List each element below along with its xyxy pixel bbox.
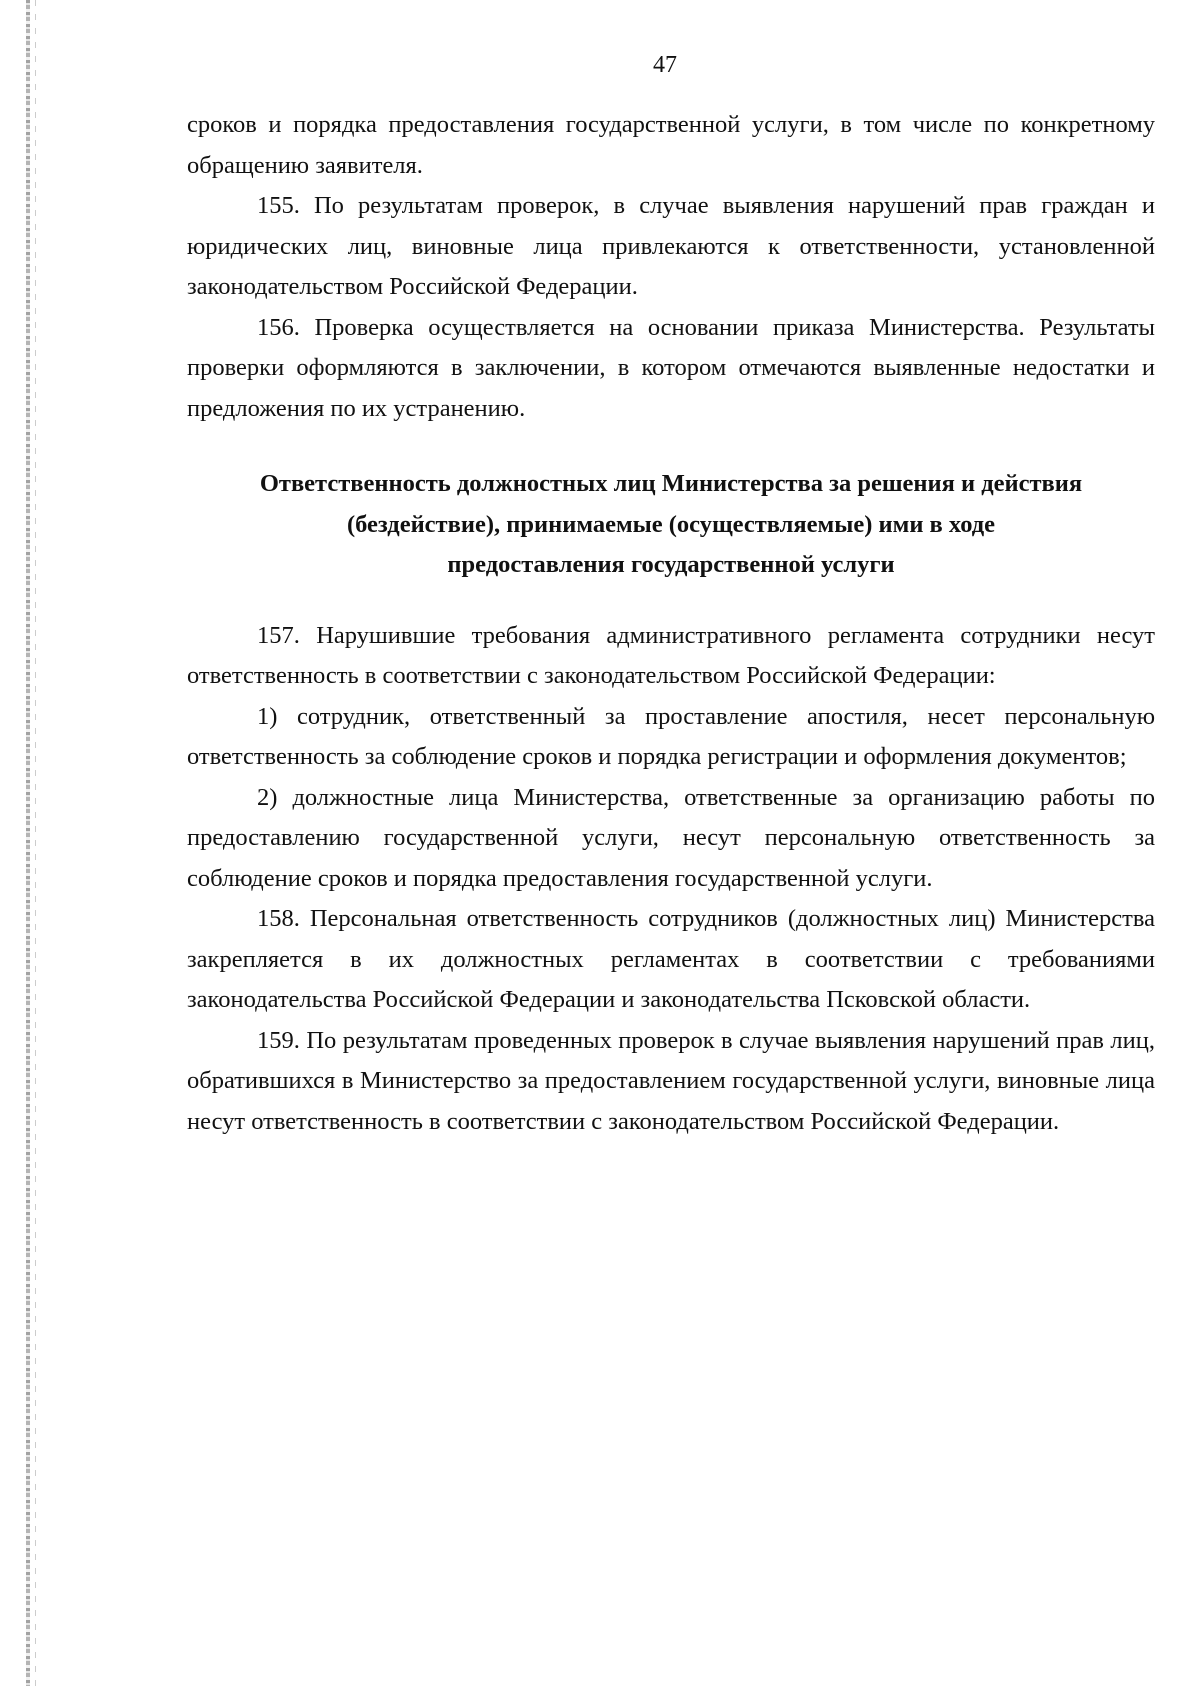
scan-left-edge (26, 0, 30, 1686)
paragraph-156: 156. Проверка осуществляется на основании приказа Министерства. Результаты проверки оформляются в заключении, в котором отмечаются выявленные недостатки и предложения по их устранению. (187, 313, 1155, 422)
list-item-1: 1) сотрудник, ответственный за проставление апостиля, несет персональную ответственность за соблюдение сроков и порядка регистрации и оформления документов; (187, 702, 1155, 770)
paragraph-155: 155. По результатам проверок, в случае выявления нарушений прав граждан и юридических лиц, виновные лица привлекаются к ответственности, установленной законодательством Российской Федерации. (187, 192, 1155, 300)
section-heading-line-1: Ответственность должностных лиц Министерства за решения и действия (259, 470, 1083, 497)
list-item-2: 2) должностные лица Министерства, ответственные за организацию работы по предоставлению государственной услуги, несут персональную ответственность за соблюдение сроков и порядка предоставления государственной услуги. (187, 783, 1155, 892)
section-heading (187, 464, 1155, 586)
paragraph-continuation: сроков и порядка предоставления государственной услуги, в том числе по конкретному обращению заявителя. (187, 111, 1155, 179)
section-heading-line-3: предоставления государственной услуги (447, 551, 895, 578)
page-number: 47 (653, 52, 677, 78)
section-heading-line-2: (бездействие), принимаемые (осуществляемые) ими в ходе (346, 510, 996, 538)
paragraph-157: 157. Нарушившие требования административного регламента сотрудники несут ответственность в соответствии с законодательством Российской Федерации: (187, 621, 1155, 689)
paragraph-159: 159. По результатам проведенных проверок в случае выявления нарушений прав лиц, обратившихся в Министерство за предоставлением государственной услуги, виновные лица несут ответственность в соответствии с законодательством Российской Федерации. (187, 1026, 1155, 1135)
scan-left-edge-secondary (35, 0, 36, 1686)
document-body (187, 105, 1155, 1142)
paragraph-158: 158. Персональная ответственность сотрудников (должностных лиц) Министерства закрепляется в их должностных регламентах в соответствии с требованиями законодательства Российской Федерации и законодательства Псковской области. (187, 905, 1155, 1013)
